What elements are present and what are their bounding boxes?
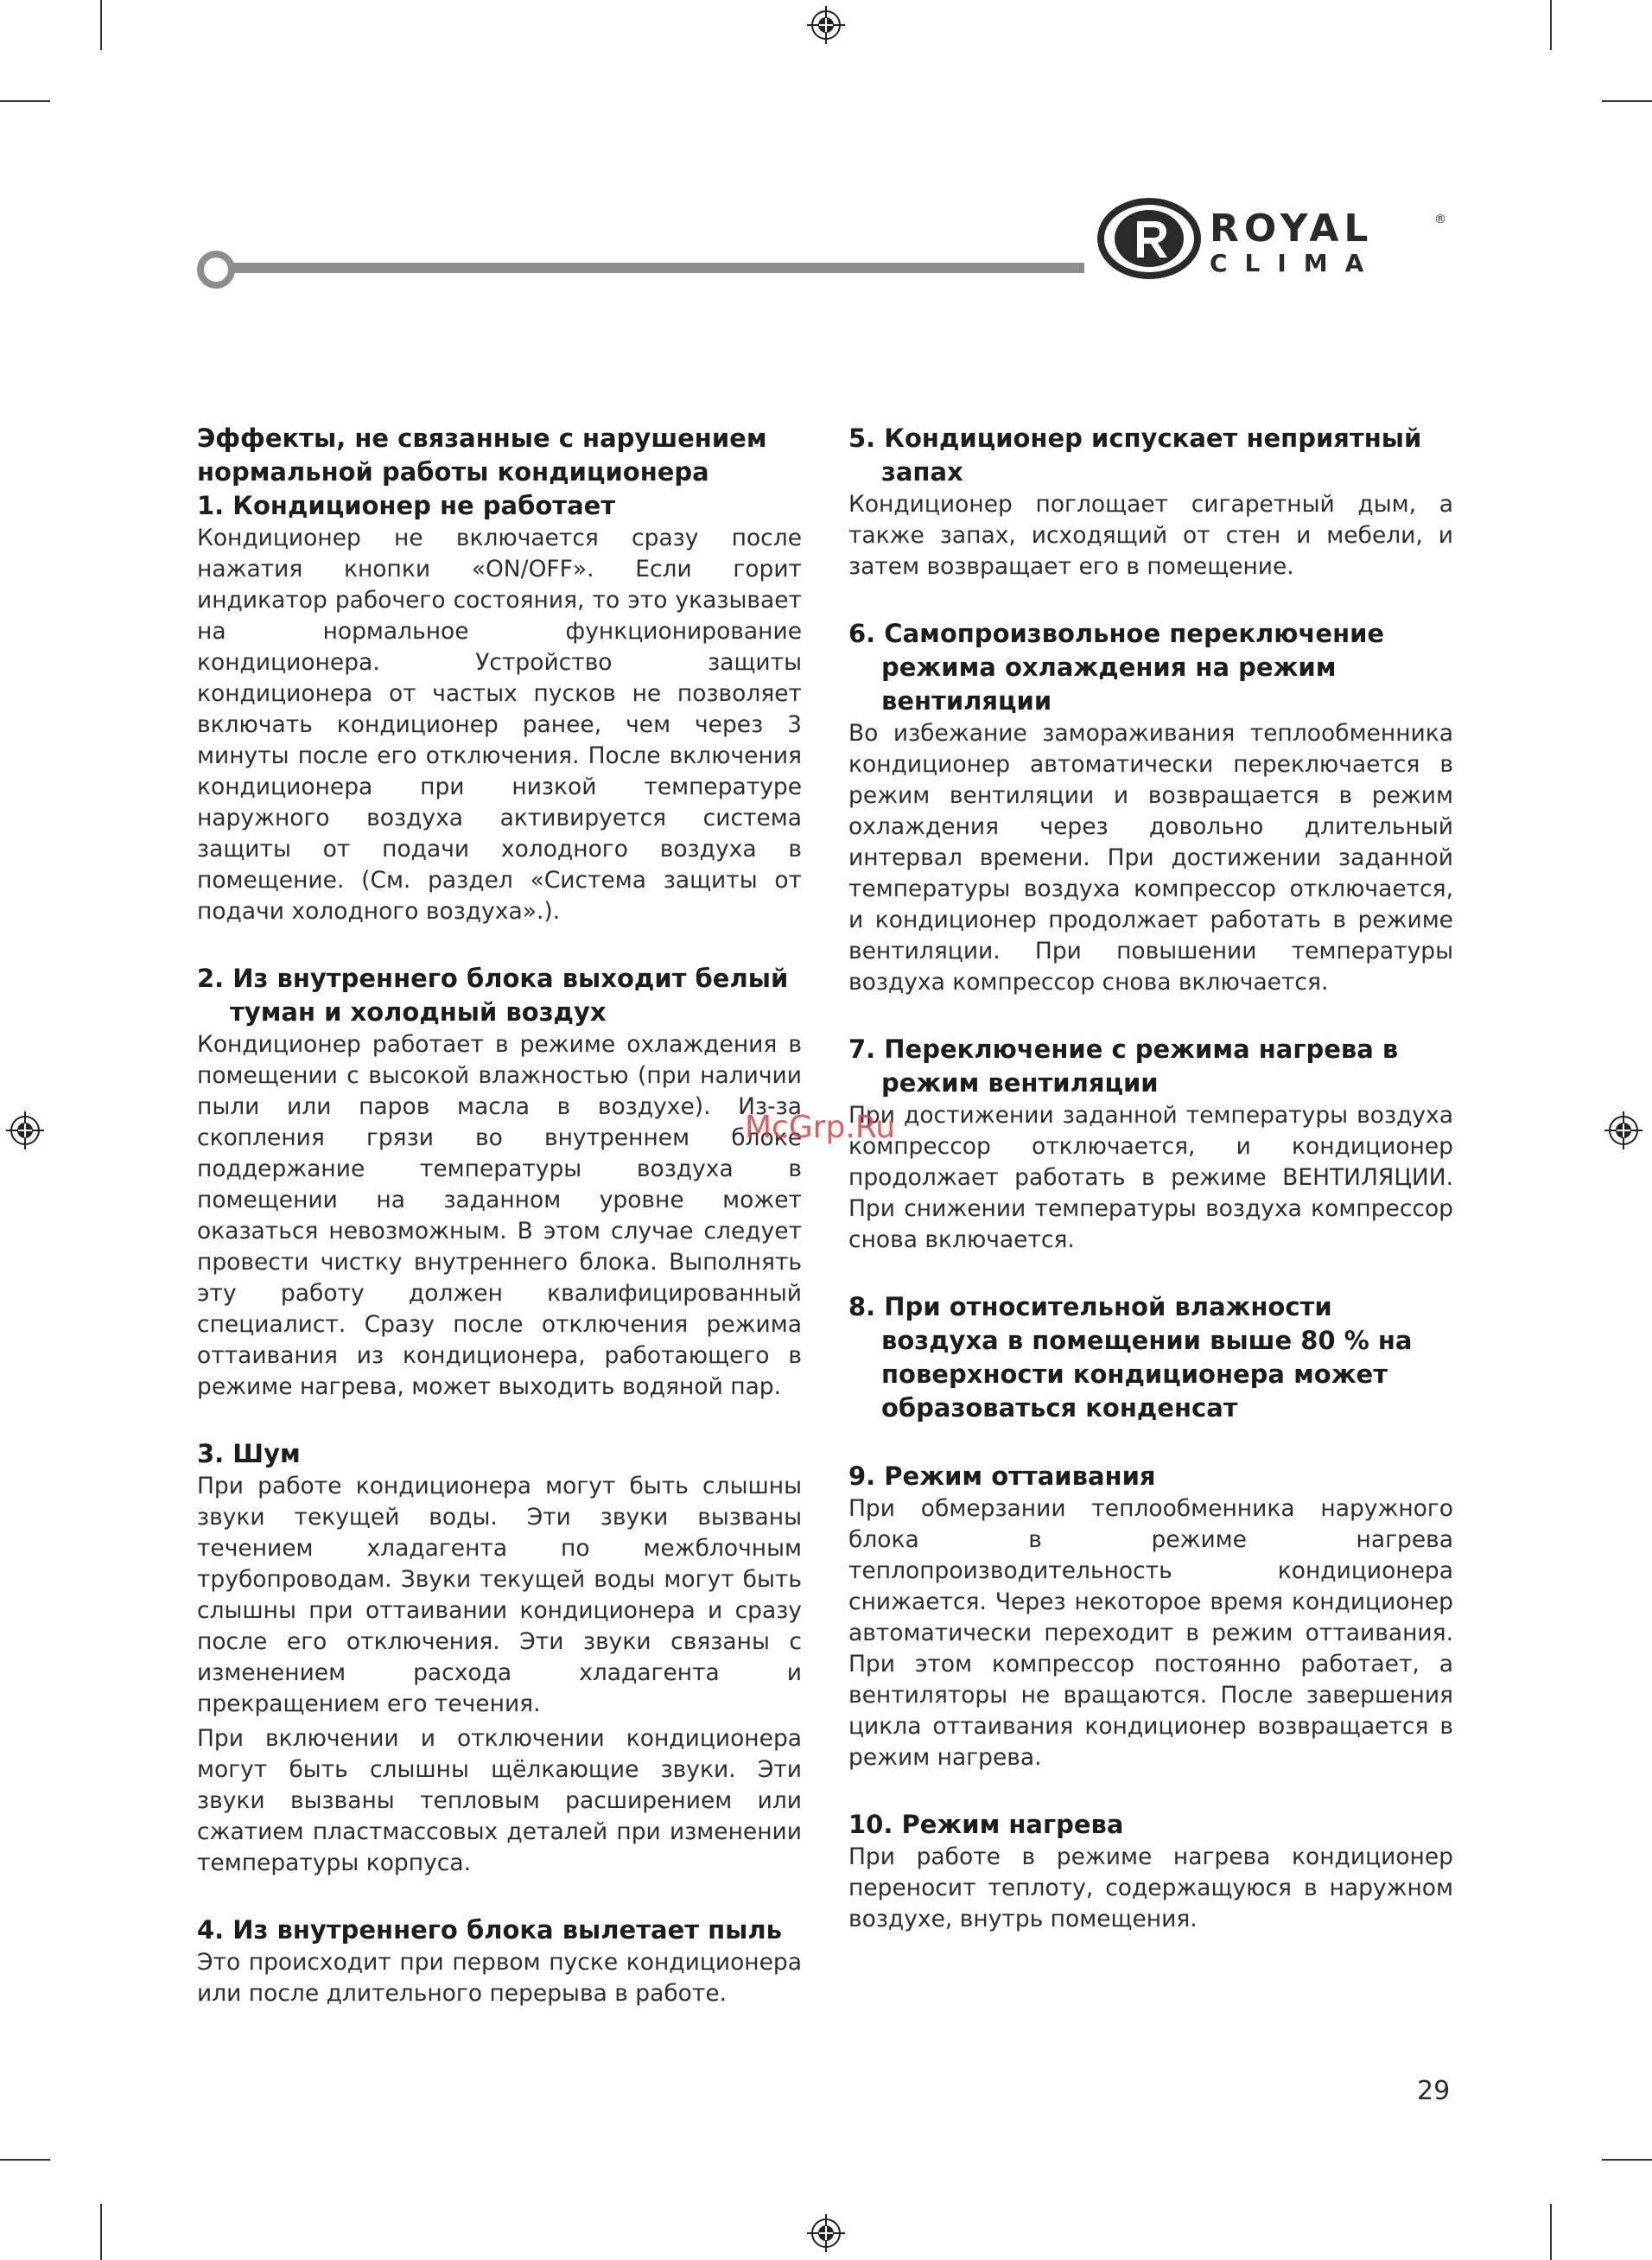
section-heading: 9. Режим оттаивания	[848, 1461, 1156, 1491]
paragraph: Это происходит при первом пуске кондиционера или после длительного перерыва в работе.	[197, 1949, 802, 2007]
section-heading: Эффекты, не связанные с нарушением нормальной работы кондиционера	[197, 423, 767, 487]
section-heading: 3. Шум	[197, 1439, 301, 1468]
header-rule-ring	[197, 251, 235, 289]
registration-mark-icon	[1604, 1111, 1642, 1149]
section-heading: 1. Кондиционер не работает	[197, 491, 616, 520]
page-number: 29	[1417, 2076, 1451, 2106]
section-gap	[848, 1256, 1453, 1290]
section-gap	[848, 1773, 1453, 1808]
section-gap	[197, 1403, 802, 1437]
paragraph: При работе кондиционера могут быть слышны звуки текущей воды. Эти звуки вызваны течением хладагента по межблочным трубопроводам. Звуки текущей воды могут быть слышны при оттаивании кондиционера и сразу после его отключения. Эти звуки связаны с изменением расхода хладагента и прекращением его течения.	[197, 1473, 802, 1717]
section-heading: 6. Самопроизвольное переключение режима охлаждения на режим вентиляции	[848, 619, 1385, 716]
crop-mark	[0, 100, 50, 102]
paragraph: Кондиционер поглощает сигаретный дым, а также запах, исходящий от стен и мебели, и затем возвращает его в помещение.	[848, 491, 1453, 580]
right-column	[848, 422, 1453, 1935]
section-gap	[197, 1879, 802, 1913]
registration-mark-icon	[807, 6, 845, 44]
section-gap	[197, 927, 802, 962]
registration-mark-icon	[807, 2214, 845, 2252]
crop-mark	[1550, 2204, 1552, 2260]
section-heading: 7. Переключение с режима нагрева в режим вентиляции	[848, 1035, 1399, 1098]
watermark: McGrp.Ru	[745, 1110, 896, 1145]
paragraph: При включении и отключении кондиционера могут быть слышны щёлкающие звуки. Эти звуки вызваны тепловым расширением или сжатием пластмассовых деталей при изменении температуры корпуса.	[197, 1725, 802, 1876]
royal-clima-logo-icon	[1097, 197, 1201, 280]
header-rule	[214, 263, 1084, 273]
brand-registered: ®	[1434, 213, 1446, 226]
section-heading: 2. Из внутреннего блока выходит белый туман и холодный воздух	[197, 964, 789, 1027]
crop-mark	[1602, 2159, 1652, 2161]
paragraph: Кондиционер не включается сразу после нажатия кнопки «ON/OFF». Если горит индикатор рабочего состояния, то это указывает на нормальное функционирование кондиционера. Устройство защиты кондиционера от частых пусков не позволяет включать кондиционер ранее, чем через 3 минуты после его отключения. После включения кондиционера при низкой температуре наружного воздуха активируется система защиты от подачи холодного воздуха в помещение. (См. раздел «Система защиты от подачи холодного воздуха».).	[197, 525, 802, 925]
section-gap	[848, 998, 1453, 1033]
crop-mark	[0, 2159, 50, 2161]
brand-royal: ROYAL	[1210, 207, 1374, 251]
crop-mark	[100, 0, 102, 50]
brand-clima: CLIMA	[1210, 249, 1382, 277]
left-column	[197, 422, 802, 2009]
section-gap	[848, 583, 1453, 617]
crop-mark	[1550, 0, 1552, 50]
section-heading: 5. Кондиционер испускает неприятный запах	[848, 423, 1422, 487]
paragraph: Во избежание замораживания теплообменника кондиционер автоматически переключается в режим вентиляции и возвращается в режим охлаждения через довольно длительный интервал времени. При достижении заданной температуры воздуха компрессор отключается, и кондиционер продолжает работать в режиме вентиляции. При повышении температуры воздуха компрессор снова включается.	[848, 720, 1453, 996]
section-heading: 10. Режим нагрева	[848, 1810, 1124, 1839]
paragraph: При обмерзании теплообменника наружного блока в режиме нагрева теплопроизводительность кондиционера снижается. Через некоторое время кондиционер автоматически переходит в режим оттаивания. При этом компрессор постоянно работает, а вентиляторы не вращаются. После завершения цикла оттаивания кондиционер возвращается в режим нагрева.	[848, 1495, 1453, 1771]
paragraph: При работе в режиме нагрева кондиционер переносит теплоту, содержащуюся в наружном воздухе, внутрь помещения.	[848, 1843, 1453, 1932]
crop-mark	[1602, 100, 1652, 102]
crop-mark	[100, 2204, 102, 2260]
section-heading: 4. Из внутреннего блока вылетает пыль	[197, 1915, 782, 1945]
paragraph: При достижении заданной температуры воздуха компрессор отключается, и кондиционер продолжает работать в режиме ВЕНТИЛЯЦИИ. При снижении температуры воздуха компрессор снова включается.	[848, 1102, 1453, 1253]
paragraph: Кондиционер работает в режиме охлаждения в помещении с высокой влажностью (при наличии пыли или паров масла в воздухе). Из-за скопления грязи во внутреннем блоке поддержание температуры воздуха в помещении на заданном уровне может оказаться невозможным. В этом случае следует провести чистку внутреннего блока. Выполнять эту работу должен квалифицированный специалист. Сразу после отключения режима оттаивания из кондиционера, работающего в режиме нагрева, может выходить водяной пар.	[197, 1031, 802, 1400]
section-heading: 8. При относительной влажности воздуха в помещении выше 80 % на поверхности кондиционера может образоваться конденсат	[848, 1292, 1413, 1423]
registration-mark-icon	[6, 1111, 44, 1149]
section-gap	[848, 1425, 1453, 1460]
